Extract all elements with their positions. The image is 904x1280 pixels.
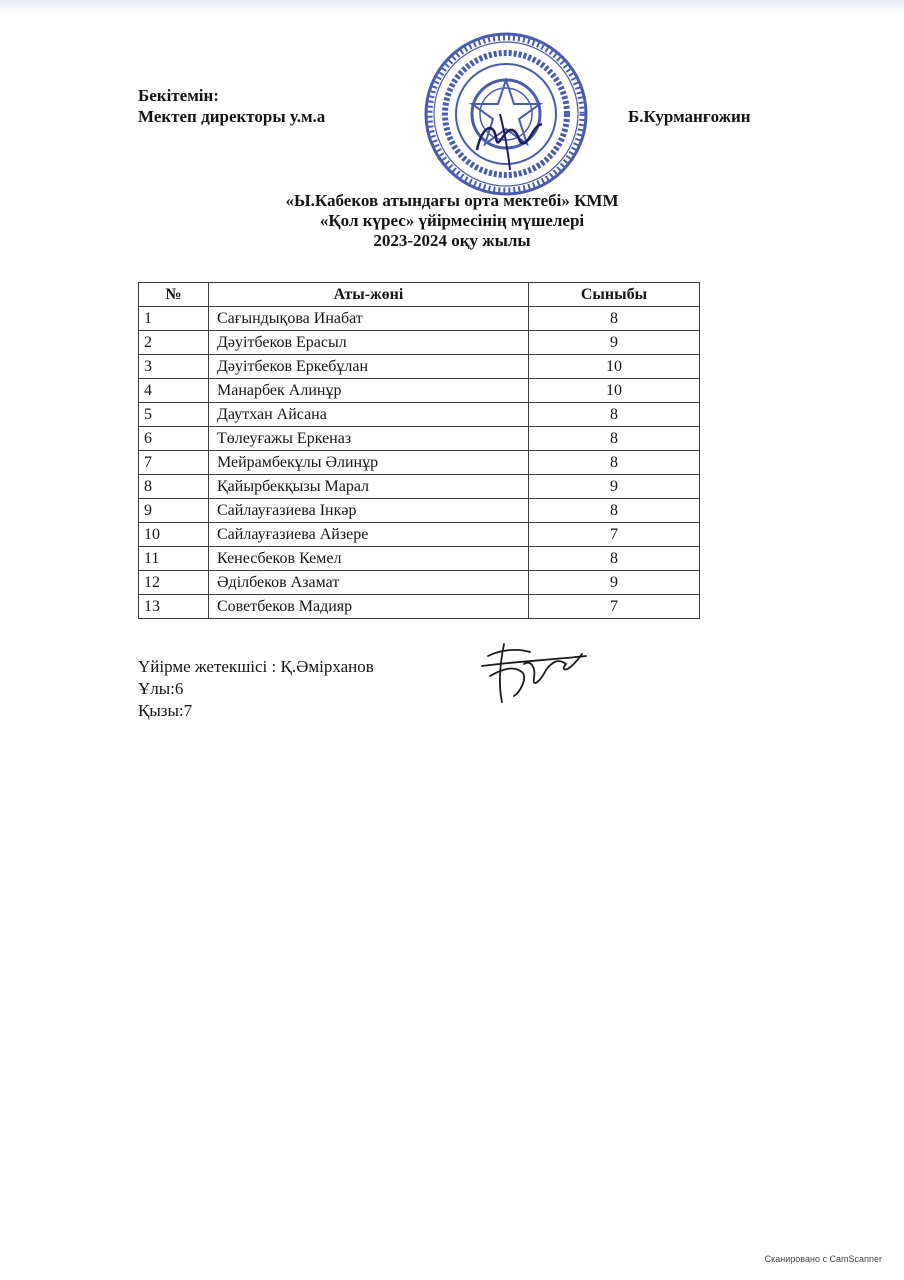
- header-name: Аты-жөні: [209, 283, 529, 307]
- table-row: [139, 403, 700, 427]
- row-grade: 8: [529, 307, 700, 331]
- table-row: [139, 499, 700, 523]
- header-number: №: [139, 283, 209, 307]
- approval-label: Бекітемін:: [138, 86, 219, 105]
- title-line-school: «Ы.Кабеков атындағы орта мектебі» КММ: [285, 191, 619, 210]
- members-table: [138, 282, 700, 619]
- approver-name: Б.Курманғожин: [628, 107, 751, 126]
- row-name: Әділбеков Азамат: [209, 571, 529, 595]
- table-row: [139, 547, 700, 571]
- row-grade: 9: [529, 475, 700, 499]
- row-number: 1: [139, 307, 209, 331]
- document-title: [0, 191, 904, 251]
- table-row: [139, 331, 700, 355]
- row-number: 9: [139, 499, 209, 523]
- table-header-row: [139, 283, 700, 307]
- table-row: [139, 475, 700, 499]
- row-name: Советбеков Мадияр: [209, 595, 529, 619]
- title-line-club: «Қол күрес» үйірмесінің мүшелері: [319, 211, 585, 230]
- table-row: [139, 523, 700, 547]
- club-leader: Үйірме жетекшісі : Қ.Әмірханов: [138, 657, 374, 676]
- row-number: 11: [139, 547, 209, 571]
- row-name: Сағындықова Инабат: [209, 307, 529, 331]
- table-row: [139, 571, 700, 595]
- row-name: Төлеуғажы Еркеназ: [209, 427, 529, 451]
- row-grade: 9: [529, 331, 700, 355]
- row-grade: 9: [529, 571, 700, 595]
- table-row: [139, 379, 700, 403]
- footer-block: [138, 656, 374, 722]
- header-grade: Сыныбы: [529, 283, 700, 307]
- row-grade: 10: [529, 379, 700, 403]
- row-number: 13: [139, 595, 209, 619]
- scan-top-edge: [0, 0, 904, 14]
- row-number: 10: [139, 523, 209, 547]
- leader-signature: [470, 636, 590, 706]
- table-row: [139, 595, 700, 619]
- row-name: Дәуітбеков Ерасыл: [209, 331, 529, 355]
- table-row: [139, 307, 700, 331]
- row-grade: 7: [529, 523, 700, 547]
- table-row: [139, 451, 700, 475]
- row-number: 6: [139, 427, 209, 451]
- table-row: [139, 427, 700, 451]
- scanner-watermark: Сканировано с CamScanner: [764, 1254, 882, 1264]
- row-number: 12: [139, 571, 209, 595]
- row-name: Дәуітбеков Еркебұлан: [209, 355, 529, 379]
- boys-count: Ұлы:6: [138, 679, 184, 698]
- row-name: Қайырбекқызы Марал: [209, 475, 529, 499]
- row-name: Сайлауғазиева Інкәр: [209, 499, 529, 523]
- title-line-year: 2023-2024 оқу жылы: [373, 231, 531, 250]
- row-grade: 7: [529, 595, 700, 619]
- row-number: 4: [139, 379, 209, 403]
- row-grade: 8: [529, 451, 700, 475]
- row-number: 2: [139, 331, 209, 355]
- row-name: Манарбек Алинұр: [209, 379, 529, 403]
- approver-title: Мектеп директоры у.м.а: [138, 107, 326, 126]
- row-name: Мейрамбекұлы Әлинұр: [209, 451, 529, 475]
- row-grade: 8: [529, 403, 700, 427]
- official-stamp: [422, 30, 590, 198]
- row-name: Даутхан Айсана: [209, 403, 529, 427]
- row-number: 7: [139, 451, 209, 475]
- row-number: 5: [139, 403, 209, 427]
- row-name: Сайлауғазиева Айзере: [209, 523, 529, 547]
- row-grade: 10: [529, 355, 700, 379]
- row-number: 8: [139, 475, 209, 499]
- row-grade: 8: [529, 499, 700, 523]
- row-number: 3: [139, 355, 209, 379]
- row-name: Кенесбеков Кемел: [209, 547, 529, 571]
- approval-block: [138, 85, 325, 127]
- girls-count: Қызы:7: [138, 701, 193, 720]
- table-row: [139, 355, 700, 379]
- row-grade: 8: [529, 547, 700, 571]
- row-grade: 8: [529, 427, 700, 451]
